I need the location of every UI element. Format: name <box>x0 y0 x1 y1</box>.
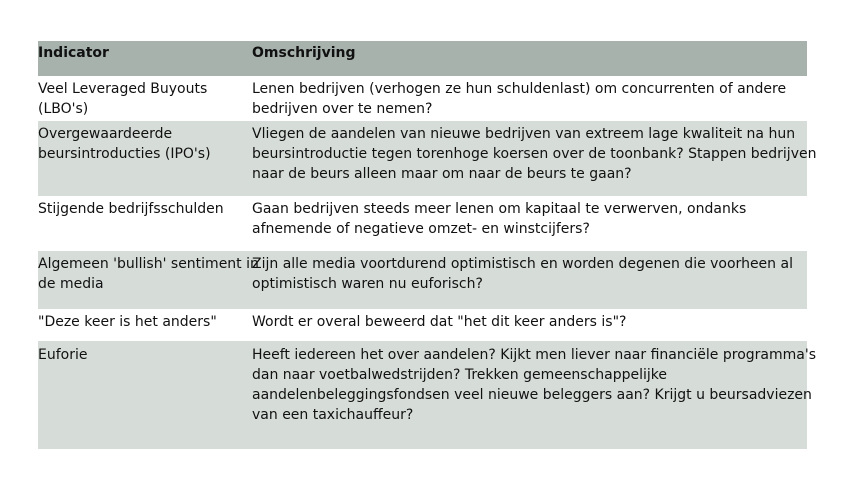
description-line: naar de beurs alleen maar om naar de beurs te gaan? <box>252 166 632 182</box>
description-cell <box>252 312 807 341</box>
table-row <box>38 251 807 309</box>
indicator-line: beursintroducties (IPO's) <box>38 146 211 162</box>
indicator-line: de media <box>38 276 104 292</box>
table-row <box>38 76 807 121</box>
indicator-line: "Deze keer is het anders" <box>38 314 217 330</box>
description-line: aandelenbeleggingsfondsen veel nieuwe beleggers aan? Krijgt u beursadviezen <box>252 387 812 403</box>
header-description: Omschrijving <box>252 45 356 61</box>
table-row <box>38 121 817 196</box>
description-cell <box>252 345 816 449</box>
indicator-cell <box>38 312 252 341</box>
description-line: afnemende of negatieve omzet- en winstcijfers? <box>252 221 590 237</box>
description-cell <box>252 79 807 121</box>
description-line: dan naar voetbalwedstrijden? Trekken gemeenschappelijke <box>252 367 668 383</box>
description-cell <box>252 124 817 196</box>
table-row <box>38 196 807 251</box>
indicator-line: Stijgende bedrijfsschulden <box>38 201 224 217</box>
description-line: beursintroductie tegen torenhoge koersen over de toonbank? Stappen bedrijven <box>252 146 817 162</box>
description-line: van een taxichauffeur? <box>252 407 414 423</box>
description-line: bedrijven over te nemen? <box>252 101 433 117</box>
description-line: Zijn alle media voortdurend optimistisch en worden degenen die voorheen al <box>252 256 793 272</box>
indicator-cell <box>38 345 252 449</box>
indicator-line: Overgewaardeerde <box>38 126 173 142</box>
description-line: Gaan bedrijven steeds meer lenen om kapitaal te verwerven, ondanks <box>252 201 747 217</box>
table-row <box>38 309 807 341</box>
indicator-cell <box>38 254 259 309</box>
description-line: Heeft iedereen het over aandelen? Kijkt men liever naar financiële programma's <box>252 347 816 363</box>
indicator-line: Veel Leveraged Buyouts <box>38 81 208 97</box>
description-line: Lenen bedrijven (verhogen ze hun schuldenlast) om concurrenten of andere <box>252 81 787 97</box>
description-line: Wordt er overal beweerd dat "het dit keer anders is"? <box>252 314 627 330</box>
description-line: Vliegen de aandelen van nieuwe bedrijven van extreem lage kwaliteit na hun <box>252 126 796 142</box>
description-cell <box>252 254 807 309</box>
indicator-line: Euforie <box>38 347 88 363</box>
description-line: optimistisch waren nu euforisch? <box>252 276 483 292</box>
description-cell <box>252 199 807 251</box>
table-header-row <box>38 41 807 76</box>
indicator-cell <box>38 79 252 121</box>
indicator-table <box>38 41 817 449</box>
indicator-line: (LBO's) <box>38 101 89 117</box>
table-row <box>38 341 816 449</box>
indicator-cell <box>38 124 252 196</box>
indicator-line: Algemeen 'bullish' sentiment in <box>38 256 259 272</box>
indicator-cell <box>38 199 252 251</box>
header-indicator: Indicator <box>38 45 109 61</box>
